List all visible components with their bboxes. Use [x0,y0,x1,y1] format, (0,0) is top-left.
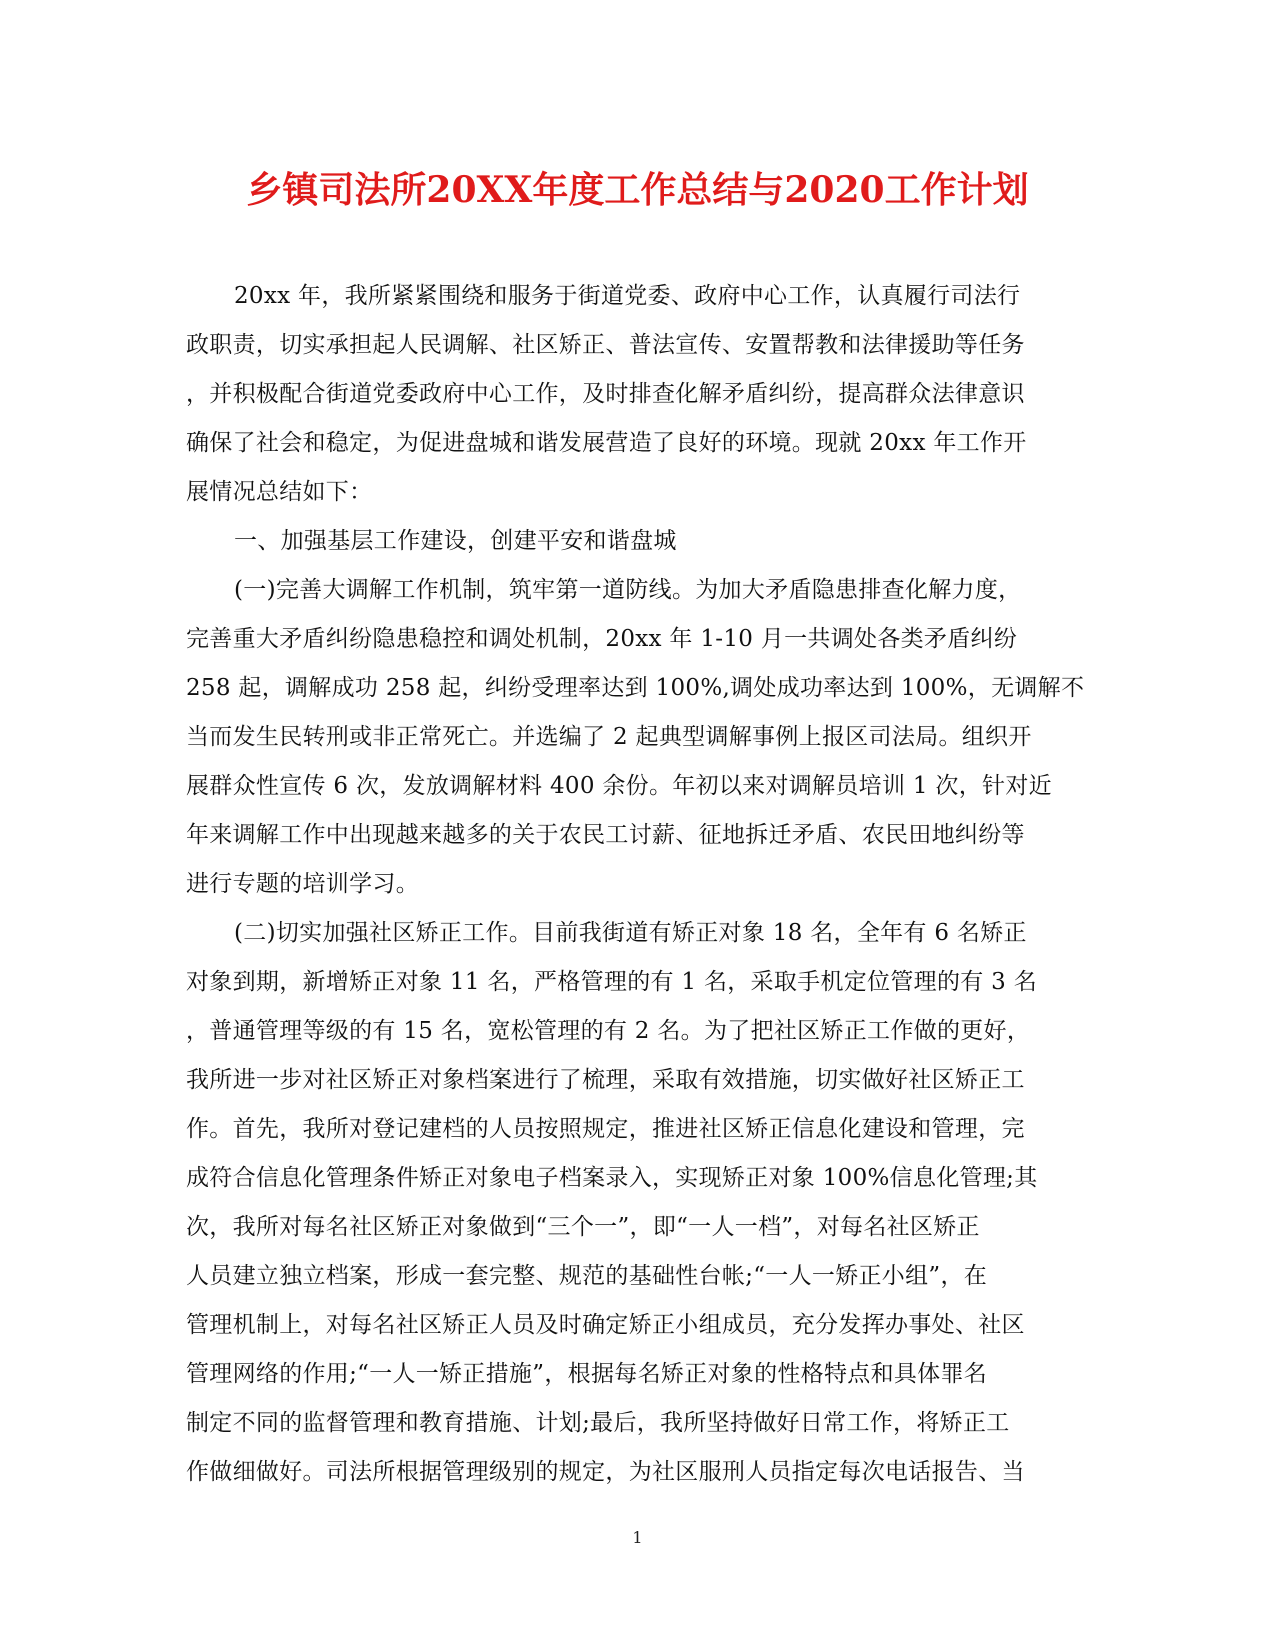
document-body [186,272,1091,1497]
body-line: 作。首先，我所对登记建档的人员按照规定，推进社区矫正信息化建设和管理，完 [186,1116,1025,1142]
body-line: (二)切实加强社区矫正工作。目前我街道有矫正对象 18 名，全年有 6 名矫正 [234,920,1027,946]
body-line: ，并积极配合街道党委政府中心工作，及时排查化解矛盾纠纷，提高群众法律意识 [186,381,1025,407]
body-line: 人员建立独立档案，形成一套完整、规范的基础性台帐;“一人一矫正小组”，在 [186,1263,988,1289]
body-line: 258 起，调解成功 258 起，纠纷受理率达到 100%,调处成功率达到 100%，无调解不 [186,675,1085,701]
body-line: 完善重大矛盾纠纷隐患稳控和调处机制，20xx 年 1-10 月一共调处各类矛盾纠纷 [186,626,1018,652]
body-line: 对象到期，新增矫正对象 11 名，严格管理的有 1 名，采取手机定位管理的有 3 名 [186,969,1037,995]
body-line: 管理网络的作用;“一人一矫正措施”，根据每名矫正对象的性格特点和具体罪名 [186,1361,988,1387]
body-line: 管理机制上，对每名社区矫正人员及时确定矫正小组成员，充分发挥办事处、社区 [186,1312,1025,1338]
body-line: 作做细做好。司法所根据管理级别的规定，为社区服刑人员指定每次电话报告、当 [186,1459,1025,1485]
body-line: 展群众性宣传 6 次，发放调解材料 400 余份。年初以来对调解员培训 1 次，针对近 [186,773,1052,799]
section-heading: 一、加强基层工作建设，创建平安和谐盘城 [234,528,677,554]
body-line: 确保了社会和稳定，为促进盘城和谐发展营造了良好的环境。现就 20xx 年工作开 [186,430,1027,456]
body-line: 展情况总结如下： [186,479,373,505]
body-line: 20xx 年，我所紧紧围绕和服务于街道党委、政府中心工作，认真履行司法行 [234,283,1021,309]
document-title: 乡镇司法所20XX年度工作总结与2020工作计划 [246,169,1029,211]
body-line: 次，我所对每名社区矫正对象做到“三个一”，即“一人一档”，对每名社区矫正 [186,1214,980,1240]
body-line: 政职责，切实承担起人民调解、社区矫正、普法宣传、安置帮教和法律援助等任务 [186,332,1025,358]
body-line: (一)完善大调解工作机制，筑牢第一道防线。为加大矛盾隐患排查化解力度， [234,577,1022,603]
body-line: 年来调解工作中出现越来越多的关于农民工讨薪、征地拆迁矛盾、农民田地纠纷等 [186,822,1025,848]
body-line: 成符合信息化管理条件矫正对象电子档案录入，实现矫正对象 100%信息化管理;其 [186,1165,1038,1191]
body-line: 当而发生民转刑或非正常死亡。并选编了 2 起典型调解事例上报区司法局。组织开 [186,724,1032,750]
body-line: ，普通管理等级的有 15 名，宽松管理的有 2 名。为了把社区矫正工作做的更好， [186,1018,1031,1044]
page-number: 1 [632,1528,643,1547]
body-line: 制定不同的监督管理和教育措施、计划;最后，我所坚持做好日常工作，将矫正工 [186,1410,1010,1436]
body-line: 我所进一步对社区矫正对象档案进行了梳理，采取有效措施，切实做好社区矫正工 [186,1067,1025,1093]
body-line: 进行专题的培训学习。 [186,871,419,897]
